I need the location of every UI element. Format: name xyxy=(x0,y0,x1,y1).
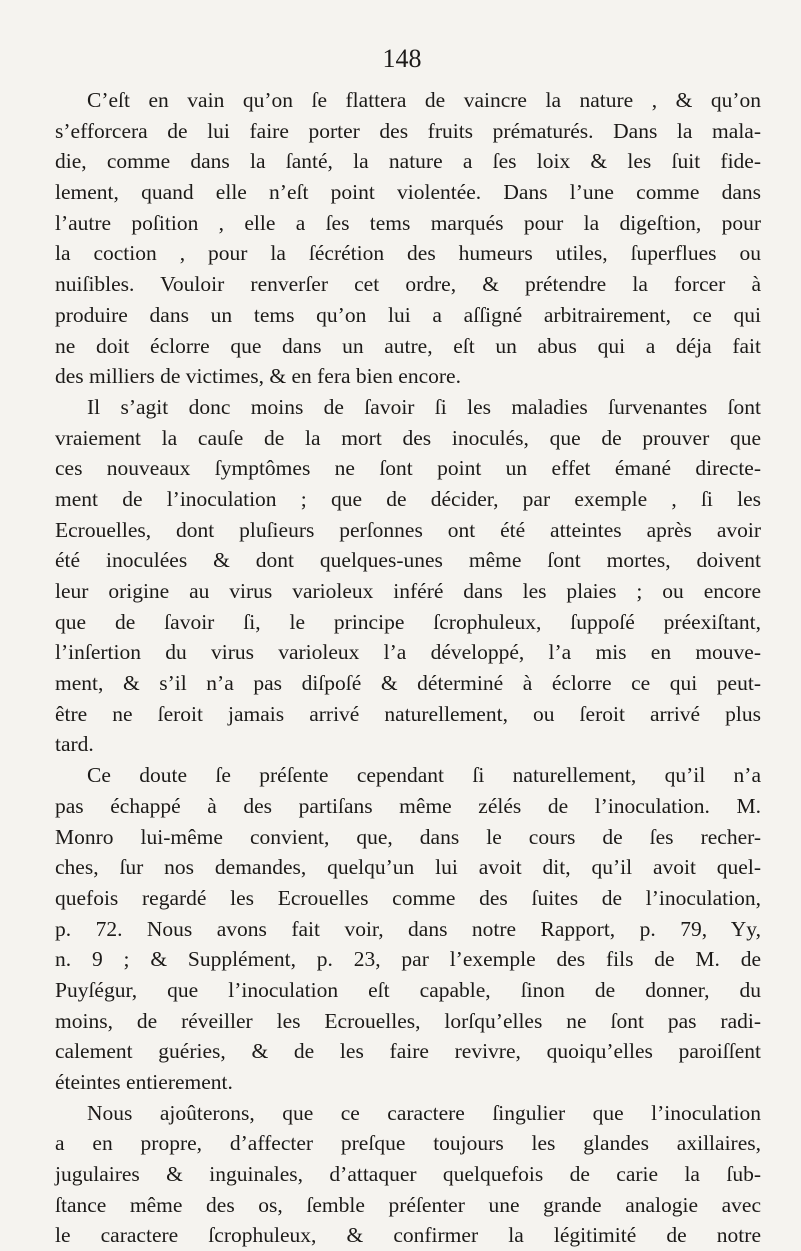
text-line: Ce doute ſe préſente cependant ſi naturellement, qu’il n’a xyxy=(87,763,761,788)
text-line: calement guéries, & de les faire revivre, quoiqu’elles paroiſſent xyxy=(55,1039,761,1064)
text-line: Monro lui-même convient, que, dans le cours de ſes recher- xyxy=(55,824,761,849)
text-line: ne doit éclorre que dans un autre, eſt un abus qui a déja fait xyxy=(55,333,761,358)
text-line: jugulaires & inguinales, d’attaquer quelquefois de carie la ſub- xyxy=(55,1162,761,1187)
text-line: moins, de réveiller les Ecrouelles, lorſqu’elles ne ſont pas radi- xyxy=(55,1008,761,1033)
text-line: Puyſégur, que l’inoculation eſt capable, ſinon de donner, du xyxy=(55,977,761,1002)
text-line: éteintes entierement. xyxy=(55,1070,233,1094)
text-line: que de ſavoir ſi, le principe ſcrophuleux, ſuppoſé préexiſtant, xyxy=(55,609,761,634)
text-line: ment, & s’il n’a pas diſpoſé & déterminé à éclorre ce qui peut- xyxy=(55,671,761,696)
text-line: ces nouveaux ſymptômes ne ſont point un effet émané directe- xyxy=(55,456,761,481)
text-line: p. 72. Nous avons fait voir, dans notre Rapport, p. 79, Yy, xyxy=(55,916,761,941)
text-line: l’inſertion du virus varioleux l’a développé, l’a mis en mouve- xyxy=(55,640,761,665)
text-line: produire dans un tems qu’on lui a aſſigné arbitrairement, ce qui xyxy=(55,302,761,327)
page-number: 148 xyxy=(382,44,422,73)
text-line: vraiement la cauſe de la mort des inoculés, que de prouver que xyxy=(55,425,761,450)
text-line: des milliers de victimes, & en fera bien encore. xyxy=(55,364,461,389)
text-line: ches, ſur nos demandes, quelqu’un lui avoit dit, qu’il avoit quel- xyxy=(55,855,761,880)
text-line: nuiſibles. Vouloir renverſer cet ordre, & prétendre la forcer à xyxy=(55,272,761,297)
text-line: n. 9 ; & Supplément, p. 23, par l’exemple des fils de M. de xyxy=(55,947,761,972)
text-line: quefois regardé les Ecrouelles comme des ſuites de l’inoculation, xyxy=(55,885,761,910)
text-line: ſtance même des os, ſemble préſenter une grande analogie avec xyxy=(55,1192,761,1217)
text-line: être ne ſeroit jamais arrivé naturellement, ou ſeroit arrivé plus xyxy=(55,701,761,726)
text-line: lement, quand elle n’eſt point violentée. Dans l’une comme dans xyxy=(55,180,761,205)
text-line: Nous ajoûterons, que ce caractere ſingulier que l’inoculation xyxy=(87,1100,761,1125)
text-line: Ecrouelles, dont pluſieurs perſonnes ont été atteintes après avoir xyxy=(55,517,761,542)
text-line: C’eſt en vain qu’on ſe flattera de vaincre la nature , & qu’on xyxy=(87,88,761,112)
text-line: le caractere ſcrophuleux, & confirmer la légitimité de notre xyxy=(55,1223,761,1248)
body-text xyxy=(55,85,761,1251)
text-line: die, comme dans la ſanté, la nature a ſes loix & les ſuit fide- xyxy=(55,149,761,174)
text-line: ment de l’inoculation ; que de décider, par exemple , ſi les xyxy=(55,486,761,511)
text-line: pas échappé à des partiſans même zélés de l’inoculation. M. xyxy=(55,793,761,818)
text-line: Il s’agit donc moins de ſavoir ſi les maladies ſurvenantes ſont xyxy=(87,394,761,419)
text-line: s’efforcera de lui faire porter des fruits prématurés. Dans la mala- xyxy=(55,118,761,143)
text-line: leur origine au virus varioleux inféré dans les plaies ; ou encore xyxy=(55,579,761,603)
text-line: la coction , pour la ſécrétion des humeurs utiles, ſuperflues ou xyxy=(55,241,761,266)
text-line: l’autre poſition , elle a ſes tems marqués pour la digeſtion, pour xyxy=(55,210,761,235)
text-line: été inoculées & dont quelques-unes même ſont mortes, doivent xyxy=(55,548,761,573)
text-line: a en propre, d’affecter preſque toujours les glandes axillaires, xyxy=(55,1131,761,1156)
text-line: tard. xyxy=(55,732,94,757)
